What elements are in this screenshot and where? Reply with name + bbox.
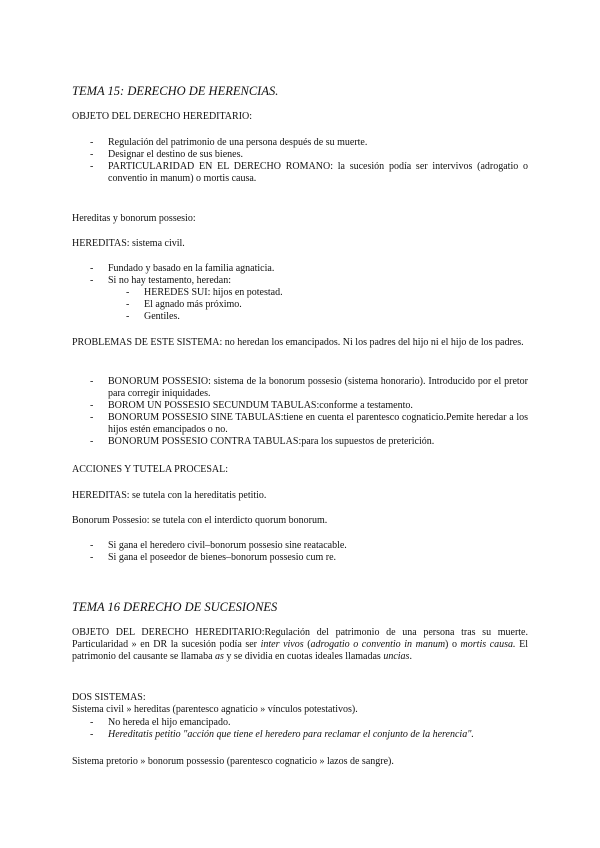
list-item: - BONORUM POSSESIO CONTRA TABULAS:para los supuestos de preterición. (72, 436, 528, 448)
list-item: - Designar el destino de sus bienes. (72, 149, 528, 161)
objeto-italic: uncias (383, 651, 410, 662)
list-item: - Hereditatis petitio "acción que tiene el heredero para reclamar el conjunto de la herencia". (72, 729, 528, 741)
objeto-italic: inter vivos (260, 639, 304, 650)
list-item: - No hereda el hijo emancipado. (72, 717, 528, 729)
dos-sistemas-heading: DOS SISTEMAS: (72, 692, 146, 703)
list-item: - Si no hay testamento, heredan: (72, 275, 528, 287)
objeto-text: y se dividia en cuotas ideales llamadas (223, 651, 384, 662)
objeto-text: OBJETO DEL DERECHO HEREDITARIO:Regulación del patrimonio de una persona tras su muerte. Particularidad » en DR la sucesión podía ser (72, 627, 528, 650)
tema15-title: TEMA 15: DERECHO DE HERENCIAS. (72, 84, 279, 98)
list-item: - Si gana el poseedor de bienes–bonorum possesio cum re. (72, 552, 528, 564)
list-item: - HEREDES SUI: hijos en potestad. (72, 287, 528, 299)
objeto-text: . (409, 651, 412, 662)
heredan-list (72, 287, 528, 323)
bonorum-tutela: Bonorum Possesio: se tutela con el interdicto quorum bonorum. (72, 515, 328, 526)
objeto-italic: as (215, 651, 224, 662)
tema16-objeto-paragraph (72, 627, 528, 663)
list-item: - Si gana el heredero civil–bonorum possesio sine reatacable. (72, 540, 528, 552)
objeto-text: El patrimonio del causante se llamaba (72, 639, 528, 662)
list-item: - BOROM UN POSSESIO SECUNDUM TABULAS:conforme a testamento. (72, 400, 528, 412)
bonorum-list (72, 376, 528, 448)
list-item: - PARTICULARIDAD EN EL DERECHO ROMANO: la sucesión podía ser intervivos (adrogatio o conventio in manum) o mortis causa. (72, 161, 528, 185)
objeto-italic: adrogatio o conventio in manum (310, 639, 446, 650)
objeto-text: ( (303, 639, 311, 650)
hereditas-bonorum-label: Hereditas y bonorum possesio: (72, 213, 196, 224)
tutela-list (72, 540, 528, 564)
sistema-civil: Sistema civil » hereditas (parentesco agnaticio » vínculos potestativos). (72, 704, 358, 715)
list-item: - BONORUM POSSESIO: sistema de la bonorum possesio (sistema honorario). Introducido por el pretor para corregir iniquidades. (72, 376, 528, 400)
hereditas-list (72, 263, 528, 287)
tema16-title: TEMA 16 DERECHO DE SUCESIONES (72, 600, 278, 614)
hereditas-heading: HEREDITAS: sistema civil. (72, 238, 185, 249)
list-item: - El agnado más próximo. (72, 299, 528, 311)
list-item: - Gentiles. (72, 311, 528, 323)
list-item: - BONORUM POSSESIO SINE TABULAS:tiene en cuenta el parentesco cognaticio.Pemite heredar a los hijos estén emancipados o no. (72, 412, 528, 436)
objeto-heading: OBJETO DEL DERECHO HEREDITARIO: (72, 111, 253, 122)
civil-list (72, 717, 528, 741)
objeto-list (72, 137, 528, 185)
hereditas-tutela: HEREDITAS: se tutela con la hereditatis petitio. (72, 490, 267, 501)
acciones-heading: ACCIONES Y TUTELA PROCESAL: (72, 464, 229, 475)
problemas-paragraph: PROBLEMAS DE ESTE SISTEMA: no heredan los emancipados. Ni los padres del hijo ni el hijo de los padres. (72, 337, 524, 348)
sistema-pretorio: Sistema pretorio » bonorum possessio (parentesco cognaticio » lazos de sangre). (72, 756, 394, 767)
list-item: - Fundado y basado en la familia agnaticia. (72, 263, 528, 275)
list-item: - Regulación del patrimonio de una persona después de su muerte. (72, 137, 528, 149)
objeto-italic: mortis causa. (460, 639, 516, 650)
objeto-text: ) o (445, 639, 461, 650)
